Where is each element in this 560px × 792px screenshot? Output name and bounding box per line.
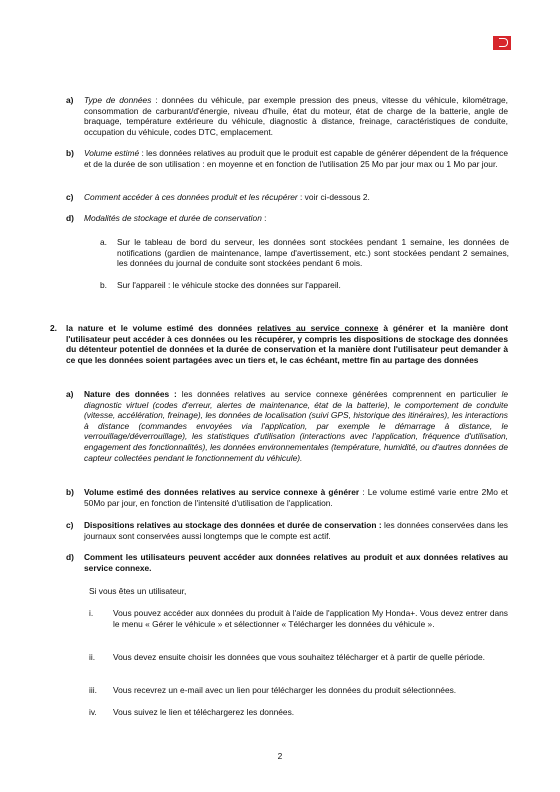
p2-d-step-3-text: Vous recevrez un e-mail avec un lien pour télécharger les données du produit sélectionnées.: [113, 685, 457, 695]
p2-d-step-1-marker: i.: [89, 608, 94, 618]
p1-d-item-b-marker: b.: [100, 280, 107, 290]
p2-a-marker: a): [66, 389, 74, 399]
p2-a-label: Nature des données :: [84, 389, 177, 399]
p1-d-marker: d): [66, 213, 74, 223]
p1-c-text: : voir ci-dessous 2.: [297, 192, 370, 202]
p1-d-paragraph: [84, 213, 508, 224]
p2-d-step-3-marker: iii.: [89, 685, 97, 695]
p2-a-paragraph: [84, 389, 508, 463]
p2-marker: 2.: [50, 323, 57, 333]
p2-a-text: les données relatives au service connexe générées comprennent en particulier: [176, 389, 502, 399]
p1-b-label: Volume estimé: [84, 148, 140, 158]
p1-a-label: Type de données: [84, 95, 152, 105]
p2-d-step-4-marker: iv.: [89, 707, 97, 717]
p2-heading-underlined: relatives au service connexe: [257, 323, 379, 333]
p2-heading-part-2: à générer et la manière dont l'utilisateur peut accéder à ces données ou les récupérer, y compris les dispositions de stockage des données du détenteur potentiel de données et la durée de conservation et la manière dont l'utilisateur peut demander à ce que les données soient partagées avec un tiers et, le cas échéant, mettre fin au partage des données: [66, 323, 508, 365]
p1-d-item-b-text: Sur l'appareil : le véhicule stocke des données sur l'appareil.: [117, 280, 341, 290]
p1-c-marker: c): [66, 192, 74, 202]
p2-b-marker: b): [66, 487, 74, 497]
p1-a-paragraph: [84, 95, 508, 137]
p2-d-step-4-text: Vous suivez le lien et téléchargerez les données.: [113, 707, 295, 717]
p2-heading: [66, 323, 508, 365]
p2-d-marker: d): [66, 552, 74, 562]
p2-b-text: : Le volume estimé varie entre 2Mo et 50Mo par jour, en fonction de l'intensité d'utilisation de l'application.: [84, 487, 508, 508]
p2-b-label: Volume estimé des données relatives au service connexe à générer: [84, 487, 360, 497]
p2-d-heading: Comment les utilisateurs peuvent accéder aux données relatives au produit et aux données relatives au service connexe.: [84, 552, 508, 573]
p1-d-item-a-text: Sur le tableau de bord du serveur, les données sont stockées pendant 1 semaine, les données de notifications (gardien de maintenance, lampe d'avertissement, etc.) sont stockées pendant 2 semaines, les données du journal de conduite sont stockées pendant 6 mois.: [117, 237, 509, 269]
p1-c-paragraph: [84, 192, 508, 203]
p2-heading-part-1: la nature et le volume estimé des données: [66, 323, 258, 333]
p2-c-marker: c): [66, 520, 74, 530]
p1-a-marker: a): [66, 95, 74, 105]
p2-d-step-2-text: Vous devez ensuite choisir les données que vous souhaitez télécharger et à partir de quelle période.: [113, 652, 485, 662]
p1-d-label: Modalités de stockage et durée de conservation: [84, 213, 262, 223]
p2-d-intro: Si vous êtes un utilisateur,: [89, 586, 187, 596]
p1-d-text: :: [261, 213, 267, 223]
p1-d-item-a-marker: a.: [100, 237, 107, 247]
p2-a-italic: le diagnostic virtuel (codes d'erreur, alertes de maintenance, état de la batterie), le comportement de conduite (vitesse, accélération, freinage), les données de localisation (suivi GPS, historique des itinéraires), les interactions à distance (commandes envoyées via l'application, par exemple le démarrage à distance, le verrouillage/déverrouillage), les statistiques d'utilisation (interactions avec l'application, fréquence d'utilisation, engagement des fonctionnalités), les données environnementales (température, humidité, ou d'autres données de capteur collectées pendant le fonctionnement du véhicule).: [84, 389, 508, 463]
p2-c-label: Dispositions relatives au stockage des données et durée de conservation :: [84, 520, 382, 530]
p1-c-label: Comment accéder à ces données produit et les récupérer: [84, 192, 298, 202]
p1-a-text: : données du véhicule, par exemple pression des pneus, vitesse du véhicule, kilométrage, consommation de carburant/d'énergie, niveau d'huile, état du moteur, état de charge de la batterie, angle de braquage, température extérieure du véhicule, diagnostic à distance, freinage, caractéristiques de conduite, occupation du véhicule, codes DTC, emplacement.: [84, 95, 508, 137]
logo-mark-icon: [499, 38, 508, 47]
honda-logo: [493, 36, 511, 50]
p2-c-text: les données conservées dans les journaux sont conservées aussi longtemps que le compte est actif.: [84, 520, 508, 541]
page-number: 2: [277, 751, 283, 761]
p2-d-step-1-text: Vous pouvez accéder aux données du produit à l'aide de l'application My Honda+. Vous devez entrer dans le menu « Gérer le véhicule » et sélectionner « Télécharger les données du véhicule ».: [113, 608, 508, 629]
p2-d-step-2-marker: ii.: [89, 652, 96, 662]
p2-c-paragraph: [84, 520, 508, 541]
p1-b-marker: b): [66, 148, 74, 158]
p1-b-paragraph: [84, 148, 508, 169]
p2-b-paragraph: [84, 487, 508, 508]
p1-b-text: : les données relatives au produit que le produit est capable de générer dépendent de la fréquence et de la durée de son utilisation : en moyenne et en fonction de l'utilisation 25 Mo par jour max ou 1 Mo par jour.: [84, 148, 508, 169]
